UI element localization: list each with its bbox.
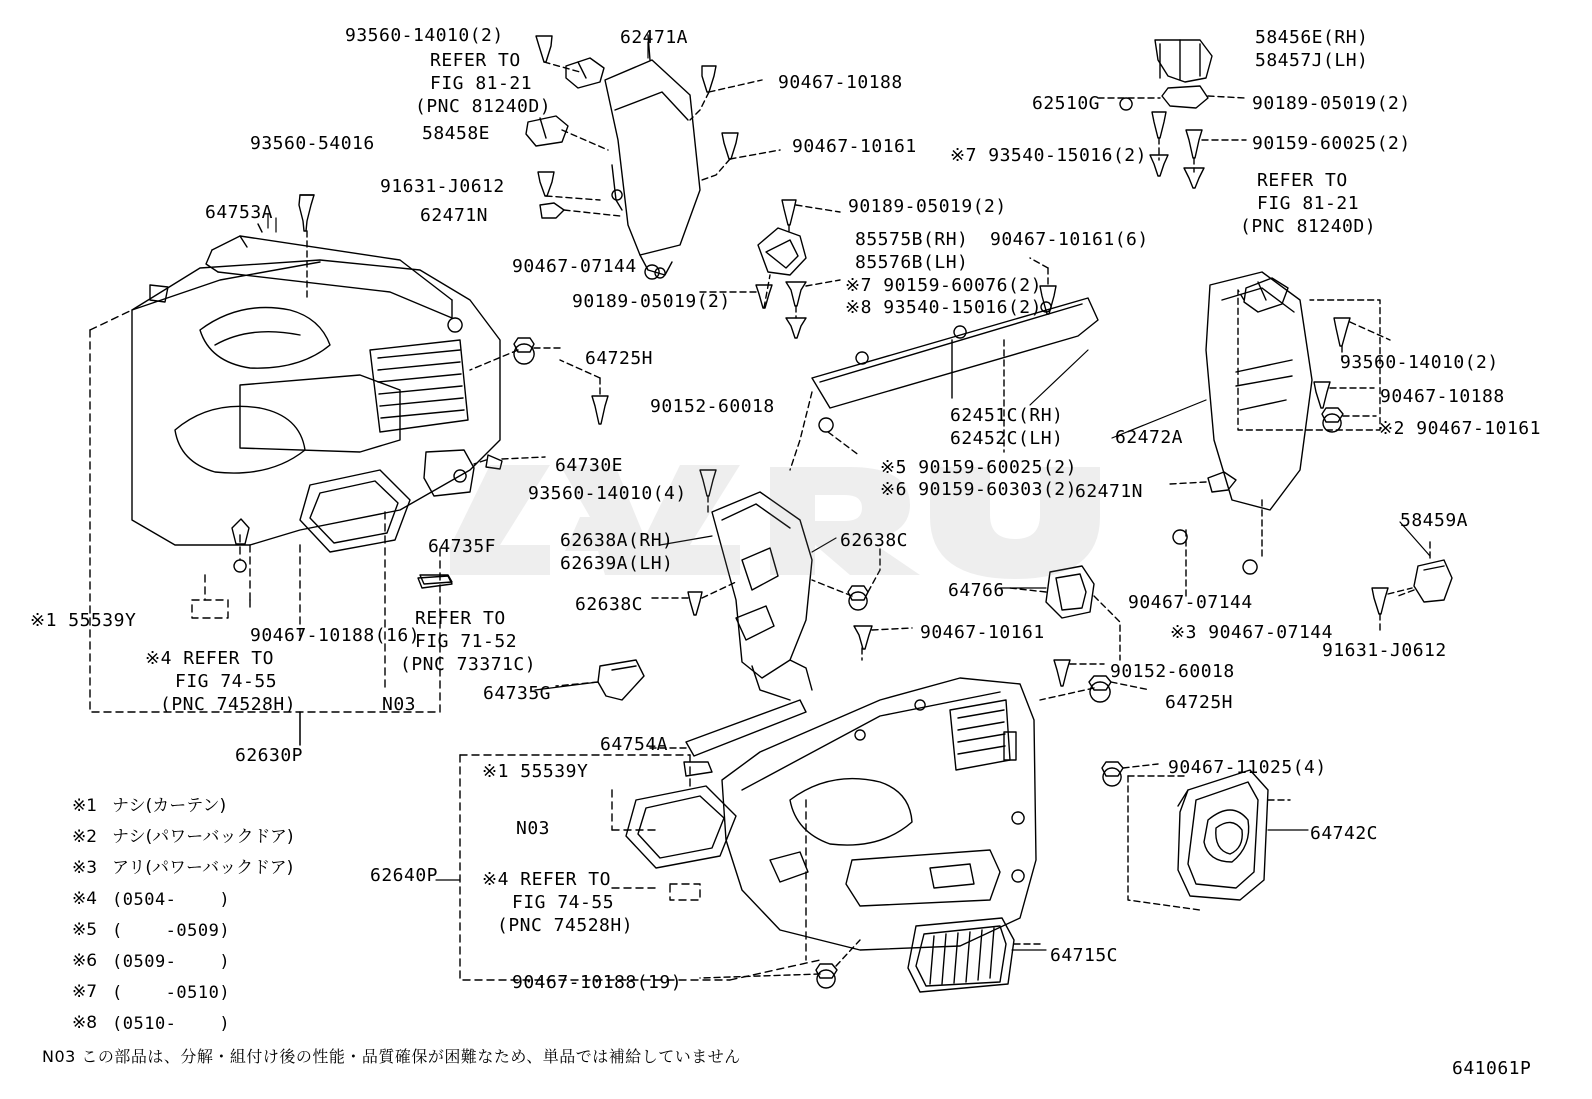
callout-62472A: 62472A <box>1115 427 1184 448</box>
callout-64715C: 64715C <box>1050 945 1119 966</box>
callout-pnc-81240d-2: (PNC 81240D) <box>1240 216 1377 237</box>
legend-mark-2: ※2 <box>72 827 98 847</box>
callout-62638C-a: 62638C <box>840 530 909 551</box>
callout-90159-60025-a: 90159-60025(2) <box>1252 133 1411 154</box>
legend-text-7: ( -0510) <box>112 983 231 1003</box>
callout-64742C: 64742C <box>1310 823 1379 844</box>
callout-62630P: 62630P <box>235 745 304 766</box>
callout-58459A: 58459A <box>1400 510 1469 531</box>
callout-64735G: 64735G <box>483 683 552 704</box>
callout-93560-54016: 93560-54016 <box>250 133 375 154</box>
callout-90152-60018-b: 90152-60018 <box>1110 661 1235 682</box>
callout-93560-14010-2-top: 93560-14010(2) <box>345 25 504 46</box>
callout-fig-74-55-a: FIG 74-55 <box>175 671 278 692</box>
callout-90189-05019-a: 90189-05019(2) <box>1252 93 1411 114</box>
callout-64725H-a: 64725H <box>585 348 654 369</box>
callout-91631-J0612-a: 91631-J0612 <box>380 176 505 197</box>
callout-62471N-b: 62471N <box>1075 481 1144 502</box>
callout-90189-05019-b: 90189-05019(2) <box>848 196 1007 217</box>
callout-90467-10161-a: 90467-10161 <box>792 136 917 157</box>
callout-64735F: 64735F <box>428 536 497 557</box>
callout-93540-15016-b: ※8 93540-15016(2) <box>845 297 1042 318</box>
callout-n03-a: N03 <box>382 694 417 715</box>
callout-85575B-RH: 85575B(RH) <box>855 229 969 250</box>
callout-n03-b: N03 <box>516 818 551 839</box>
callout-90467-10161-b: ※2 90467-10161 <box>1378 418 1541 439</box>
callout-58456E-RH: 58456E(RH) <box>1255 27 1369 48</box>
callout-90467-07144-b: 90467-07144 <box>1128 592 1253 613</box>
legend-text-3: アリ(パワーバックドア) <box>112 858 294 878</box>
callout-refer-to-3: REFER TO <box>415 608 506 629</box>
callout-62452C-LH: 62452C(LH) <box>950 428 1064 449</box>
legend-text-5: ( -0509) <box>112 921 231 941</box>
legend-text-6: (0509- ) <box>112 952 231 972</box>
callout-90159-60076: ※7 90159-60076(2) <box>845 275 1042 296</box>
callout-fig-81-21-1: FIG 81-21 <box>430 73 533 94</box>
callout-pnc-73371c: (PNC 73371C) <box>400 654 537 675</box>
callout-93560-14010-2-right: 93560-14010(2) <box>1340 352 1499 373</box>
callout-64754A: 64754A <box>600 734 669 755</box>
legend-mark-4: ※4 <box>72 889 98 909</box>
callout-fig-74-55-b: FIG 74-55 <box>512 892 615 913</box>
callout-90467-10161-6: 90467-10161(6) <box>990 229 1149 250</box>
legend-text-4: (0504- ) <box>112 890 231 910</box>
legend-text-8: (0510- ) <box>112 1014 231 1034</box>
callout-fig-71-52: FIG 71-52 <box>415 631 518 652</box>
legend-text-2: ナシ(パワーバックドア) <box>112 827 294 847</box>
callout-91631-J0612-b: 91631-J0612 <box>1322 640 1447 661</box>
callout-pnc-74528h-a: (PNC 74528H) <box>160 694 297 715</box>
callout-64725H-b: 64725H <box>1165 692 1234 713</box>
callout-90159-60303: ※6 90159-60303(2) <box>880 479 1077 500</box>
callout-58458E: 58458E <box>422 123 491 144</box>
callout-90467-10161-c: 90467-10161 <box>920 622 1045 643</box>
legend-mark-6: ※6 <box>72 951 98 971</box>
callout-93540-15016-a: ※7 93540-15016(2) <box>950 145 1147 166</box>
legend-mark-1: ※1 <box>72 796 98 816</box>
callout-55539Y-b: ※1 55539Y <box>482 761 589 782</box>
callout-64766: 64766 <box>948 580 1005 601</box>
callout-refer-to-2: REFER TO <box>1257 170 1348 191</box>
callout-62451C-RH: 62451C(RH) <box>950 405 1064 426</box>
callout-90152-60018-a: 90152-60018 <box>650 396 775 417</box>
callout-90467-10188-a: 90467-10188 <box>778 72 903 93</box>
legend-mark-7: ※7 <box>72 982 98 1002</box>
footer-note: N03 この部品は、分解・組付け後の性能・品質確保が困難なため、単品では補給していません <box>42 1047 741 1066</box>
callout-90467-07144-c: ※3 90467-07144 <box>1170 622 1333 643</box>
callout-90467-10188-19: 90467-10188(19) <box>512 972 683 993</box>
figure-code: 641061P <box>1452 1058 1532 1079</box>
callout-90159-60025-b: ※5 90159-60025(2) <box>880 457 1077 478</box>
callout-90467-07144-a: 90467-07144 <box>512 256 637 277</box>
legend-mark-3: ※3 <box>72 858 98 878</box>
callout-58457J-LH: 58457J(LH) <box>1255 50 1369 71</box>
callout-62510G: 62510G <box>1032 93 1101 114</box>
legend-mark-8: ※8 <box>72 1013 98 1033</box>
callout-55539Y-a: ※1 55539Y <box>30 610 137 631</box>
callout-62638C-b: 62638C <box>575 594 644 615</box>
callout-62638A-RH: 62638A(RH) <box>560 530 674 551</box>
callout-62471A: 62471A <box>620 27 689 48</box>
callout-90189-05019-c: 90189-05019(2) <box>572 291 731 312</box>
callout-90467-11025-4: 90467-11025(4) <box>1168 757 1327 778</box>
callout-62639A-LH: 62639A(LH) <box>560 553 674 574</box>
legend-mark-5: ※5 <box>72 920 98 940</box>
callout-pnc-81240d-1: (PNC 81240D) <box>415 96 552 117</box>
callout-refer-to-5: ※4 REFER TO <box>482 869 611 890</box>
callout-64753A: 64753A <box>205 202 274 223</box>
callout-pnc-74528h-b: (PNC 74528H) <box>497 915 634 936</box>
callout-refer-to-1: REFER TO <box>430 50 521 71</box>
callout-refer-to-4: ※4 REFER TO <box>145 648 274 669</box>
callout-93560-14010-4: 93560-14010(4) <box>528 483 687 504</box>
legend-text-1: ナシ(カーテン) <box>112 796 227 816</box>
callout-90467-10188-b: 90467-10188 <box>1380 386 1505 407</box>
callout-fig-81-21-2: FIG 81-21 <box>1257 193 1360 214</box>
callout-90467-10188-16: 90467-10188(16) <box>250 625 421 646</box>
callout-62471N-a: 62471N <box>420 205 489 226</box>
callout-62640P: 62640P <box>370 865 439 886</box>
callout-85576B-LH: 85576B(LH) <box>855 252 969 273</box>
callout-64730E: 64730E <box>555 455 624 476</box>
